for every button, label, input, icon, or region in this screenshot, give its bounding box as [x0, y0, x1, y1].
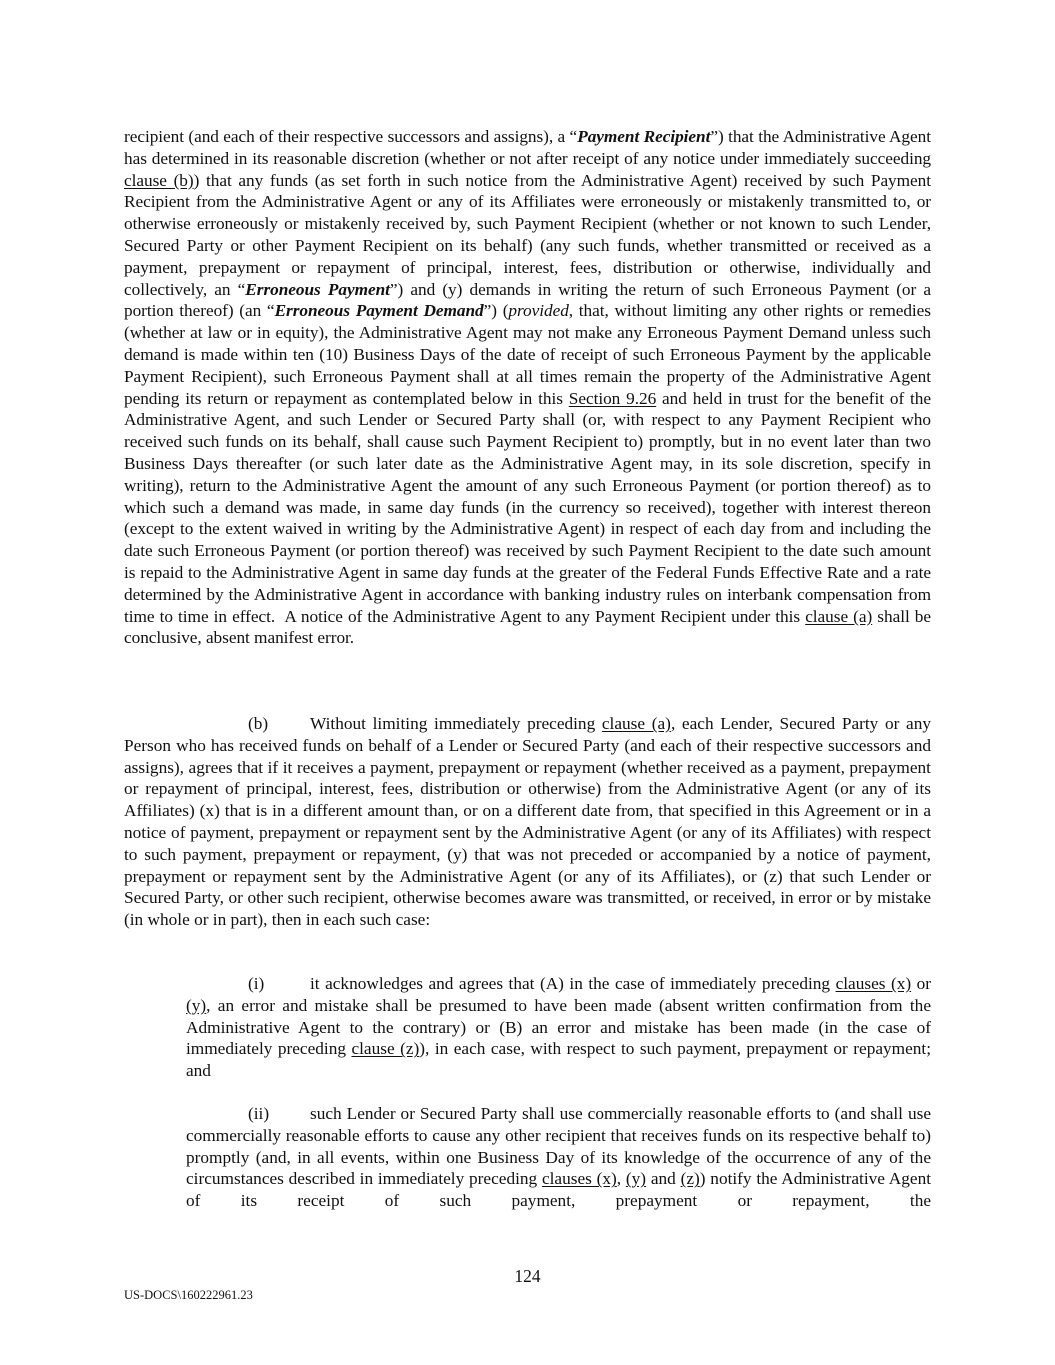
cross-reference-clauses-x: clauses (x) [835, 974, 912, 993]
proviso-word: provided [508, 301, 569, 321]
page-number: 124 [514, 1266, 541, 1286]
text-run: ”) and (y) demands in writing the return of such Erroneous Payment (or a portion thereof) (an “ [124, 279, 931, 321]
document-id: US-DOCS\160222961.23 [124, 1288, 253, 1302]
text-run: ”) that the Administrative Agent has determined in its reasonable discretion (whether or not after receipt of any notice under immediately succeeding [124, 127, 931, 168]
cross-reference-clause-b: clause (b) [124, 170, 194, 190]
paragraph-a-continuation [124, 126, 931, 649]
paragraph-number: (b) [248, 714, 269, 733]
paragraph-number: (ii) [248, 1104, 270, 1123]
cross-reference-clauses-x: clauses (x) [541, 1169, 617, 1189]
text-run: ) notify the Administrative Agent of its receipt of such payment, prepayment or repayment, the [186, 1169, 932, 1211]
text-run: ) that any funds (as set forth in such notice from the Administrative Agent) received by such Payment Recipient from the Administrative Agent or any of its Affiliates were erroneously or mistakenly transmitted to, or otherwise erroneously or mistakenly received by, such Payment Recipient (whether or not known to such Lender, Secured Party or other Payment Recipient on its behalf) (any such funds, whether transmitted or received as a payment, prepayment or repayment of principal, interest, fees, distribution or otherwise, individually and collectively, an “ [124, 170, 932, 299]
text-run: it acknowledges and agrees that (A) in the case of immediately preceding [310, 974, 836, 993]
cross-reference-clause-a: clause (a) [601, 714, 671, 733]
text-run: , that, without limiting any other rights or remedies (whether at law or in equity), the Administrative Agent may not make any Erroneous Payment Demand unless such demand is made within ten (10) Business Days of the date of receipt of such Erroneous Payment by the applicable Payment Recipient), such Erroneous Payment shall at all times remain the property of the Administrative Agent pending its return or repayment as contemplated below in this [124, 301, 931, 408]
text-run: and held in trust for the benefit of the Administrative Agent, and such Lender or Secured Party shall (or, with respect to any Payment Recipient who received such funds on its behalf, shall cause such Payment Recipient to) promptly, but in no event later than two Business Days thereafter (or such later date as the Administrative Agent may, in its sole discretion, specify in writing), return to the Administrative Agent the amount of any such Erroneous Payment (or portion thereof) as to which such a demand was made, in same day funds (in the currency so received), together with interest thereon (except to the extent waived in writing by the Administrative Agent) in respect of each day from and including the date such Erroneous Payment (or portion thereof) was received by such Payment Recipient to the date such amount is repaid to the Administrative Agent in same day funds at the greater of the Federal Funds Effective Rate and a rate determined by the Administrative Agent in accordance with banking industry rules on interbank compensation from time to time in effect. A notice of the Administrative Agent to any Payment Recipient under this [124, 388, 931, 626]
cross-reference-clause-z: (z) [680, 1169, 700, 1189]
text-run: , each Lender, Secured Party or any Person who has received funds on behalf of a Lender or Secured Party (and each of their respective successors and assigns), agrees that if it receives a payment, prepayment or repayment (whether received as a payment, prepayment or repayment of principal, interest, fees, distribution or otherwise) from the Administrative Agent (or any of its Affiliates) (x) that is in a different amount than, or on a different date from, that specified in this Agreement or in a notice of payment, prepayment or repayment sent by the Administrative Agent (or any of its Affiliates) with respect to such payment, prepayment or repayment, (y) that was not preceded or accompanied by a notice of payment, prepayment or repayment sent by the Administrative Agent (or any of its Affiliates), or (z) that such Lender or Secured Party, or other such recipient, otherwise becomes aware was transmitted, or received, in error or by mistake (in whole or in part), then in each such case: [124, 714, 932, 930]
text-run: , [616, 1169, 626, 1189]
text-run: such Lender or Secured Party shall use commercially reasonable efforts to (and shall use commercially reasonable efforts to cause any other recipient that receives funds on its respective behalf to) promptly (and, in all events, within one Business Day of its knowledge of the occurrence of any of the circumstances described in immediately preceding [186, 1104, 931, 1189]
text-run: Without limiting immediately preceding [310, 714, 602, 733]
defined-term-erroneous-payment: Erroneous Payment [245, 279, 390, 299]
cross-reference-clause-a: clause (a) [805, 606, 873, 626]
paragraph-ii [186, 1103, 931, 1212]
defined-term-erroneous-payment-demand: Erroneous Payment Demand [274, 301, 484, 321]
cross-reference-section-9-26: Section 9.26 [568, 388, 657, 408]
cross-reference-clause-y: (y) [625, 1169, 647, 1189]
text-run: , an error and mistake shall be presumed to have been made (absent written confirmation from the Administrative Agent to the contrary) or (B) an error and mistake has been made (in the case of immediately preceding [186, 995, 931, 1059]
cross-reference-clause-y: (y) [186, 995, 207, 1015]
text-run: and [646, 1169, 681, 1189]
defined-term-payment-recipient: Payment Recipient [577, 127, 711, 146]
text-run: ”) ( [483, 301, 509, 321]
text-run: ), in each case, with respect to such payment, prepayment or repayment; and [186, 1039, 932, 1081]
text-run: recipient (and each of their respective successors and assigns), a “ [124, 127, 578, 146]
paragraph-number: (i) [248, 974, 265, 993]
text-run: shall be conclusive, absent manifest error. [124, 606, 932, 648]
paragraph-i [186, 973, 931, 1082]
text-run: or [911, 974, 931, 993]
cross-reference-clause-z: clause (z) [351, 1039, 420, 1059]
paragraph-b [124, 713, 931, 931]
